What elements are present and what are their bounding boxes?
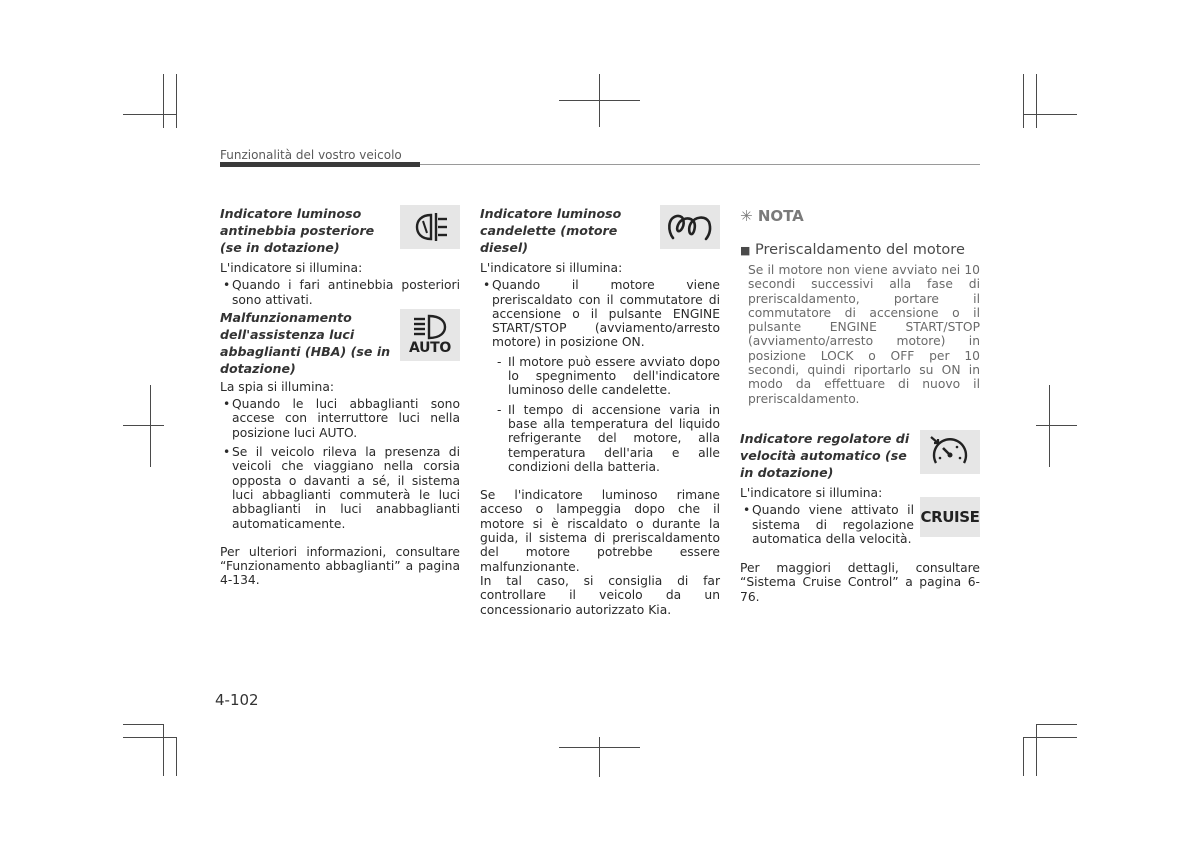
nota-label: NOTA <box>757 207 804 225</box>
cruise-speedometer-icon <box>920 430 980 474</box>
registration-mark <box>599 737 600 777</box>
reference-paragraph: Per maggiori dettagli, consultare “Sistema Cruise Control” a pagina 6-76. <box>740 561 980 604</box>
registration-mark <box>1036 425 1077 426</box>
crop-mark <box>176 737 177 776</box>
crop-mark <box>123 724 164 725</box>
header-rule-light <box>420 164 980 165</box>
bullet-item <box>220 278 460 307</box>
bullet-dot: • <box>743 503 751 518</box>
crop-mark <box>1036 724 1037 776</box>
column-right <box>740 205 980 604</box>
glow-plug-section <box>480 205 720 617</box>
high-beam-assist-icon <box>400 309 460 361</box>
bullet-text: Quando il motore viene preriscaldato con il commutatore di accensione o il pulsante ENGINE START/STOP (avviamento/arresto motore) in posizione ON. <box>492 278 720 350</box>
registration-mark <box>123 425 164 426</box>
bullet-text: Quando viene attivato il sistema di regolazione automatica della velocità. <box>752 503 914 546</box>
glow-plug-icon <box>660 205 720 249</box>
rear-fog-section <box>220 205 460 307</box>
registration-mark <box>559 100 640 101</box>
section-title: Indicatore luminoso candelette (motore diesel) <box>480 206 622 255</box>
registration-mark <box>1049 385 1050 467</box>
section-label: La spia si illumina: <box>220 379 335 394</box>
section-label: L'indicatore si illumina: <box>740 485 883 500</box>
header-rule-dark <box>220 162 420 167</box>
body-paragraph: In tal caso, si consiglia di far controllare il veicolo da un concessionario autorizzato Kia. <box>480 573 720 617</box>
dash-mark: - <box>497 402 502 417</box>
crop-mark <box>1036 724 1077 725</box>
bullet-text: Quando i fari antinebbia posteriori sono attivati. <box>232 278 460 307</box>
bullet-item <box>220 445 460 531</box>
bullet-dot: • <box>223 445 231 460</box>
nota-heading <box>740 207 980 225</box>
bullet-text: Se il veicolo rileva la presenza di veicoli che viaggiano nella corsia opposta o davanti a sé, il sistema luci abbaglianti commuterà le luci abbaglianti in luci anabbaglianti automaticamente. <box>232 445 460 531</box>
dash-mark: - <box>497 354 502 369</box>
section-title: Indicatore regolatore di velocità automatico (se in dotazione) <box>740 430 910 480</box>
bullet-text: Quando le luci abbaglianti sono accese con interruttore luci nella posizione luci AUTO. <box>232 397 460 440</box>
nota-subheading-text: Preriscaldamento del motore <box>755 242 965 258</box>
crop-mark <box>1023 114 1077 115</box>
bullet-item <box>220 397 460 440</box>
section-label: L'indicatore si illumina: <box>220 261 363 275</box>
crop-mark <box>1023 737 1077 738</box>
section-title: Malfunzionamento dell'assistenza luci abbaglianti (HBA) (se in dotazione) <box>220 309 391 376</box>
cruise-section <box>740 430 980 604</box>
dash-text: Il motore può essere avviato dopo lo spegnimento dell'indicatore luminoso delle candelette. <box>508 354 720 398</box>
bullet-item <box>480 278 720 349</box>
dash-item <box>480 355 720 398</box>
crop-mark <box>123 737 176 738</box>
crop-mark <box>123 114 176 115</box>
hba-section <box>220 309 460 588</box>
crop-mark <box>176 74 177 128</box>
registration-mark <box>559 747 640 748</box>
column-middle <box>480 205 720 617</box>
square-bullet-icon: ■ <box>740 244 751 257</box>
reference-paragraph: Per ulteriori informazioni, consultare “Funzionamento abbaglianti” a pagina 4-134. <box>220 544 460 588</box>
section-label: L'indicatore si illumina: <box>480 261 623 275</box>
crop-mark <box>1023 737 1024 776</box>
auto-label: AUTO <box>408 340 452 357</box>
body-paragraph: Se l'indicatore luminoso rimane acceso o lampeggia dopo che il motore si è riscaldato o durante la guida, il sistema di preriscaldamento del motore potrebbe essere malfunzionante. <box>480 488 720 574</box>
section-title: Indicatore luminoso antinebbia posteriore (se in dotazione) <box>220 206 375 255</box>
nota-subheading <box>740 241 980 260</box>
asterisk-icon: ✳ <box>740 207 753 225</box>
page-number: 4-102 <box>215 691 259 709</box>
dash-item <box>480 403 720 474</box>
crop-mark <box>1036 74 1037 128</box>
rear-fog-light-icon <box>400 205 460 249</box>
crop-mark <box>163 74 164 128</box>
dash-text: Il tempo di accensione varia in base alla temperatura del liquido refrigerante del motore, alla temperatura dell'aria e alle condizioni della batteria. <box>508 402 720 474</box>
registration-mark <box>150 385 151 467</box>
bullet-dot: • <box>483 278 491 293</box>
nota-body: Se il motore non viene avviato nei 10 secondi successivi alla fase di preriscaldamento, portare il commutatore di accensione o il pulsante ENGINE START/STOP (avviamento/arresto motore) in posizione LOCK o OFF per 10 secondi, quindi riportarlo su ON in modo da effettuare di nuovo il preriscaldamento. <box>748 263 980 406</box>
nota-box <box>740 207 980 406</box>
section-header: Funzionalità del vostro veicolo <box>220 148 402 162</box>
bullet-item <box>740 503 980 546</box>
crop-mark <box>1023 74 1024 128</box>
bullet-dot: • <box>223 397 231 412</box>
cruise-indicator-icon: CRUISE <box>920 497 980 537</box>
column-left <box>220 205 460 588</box>
crop-mark <box>163 724 164 776</box>
cruise-bullet-wrap <box>740 503 980 546</box>
bullet-dot: • <box>223 278 231 293</box>
